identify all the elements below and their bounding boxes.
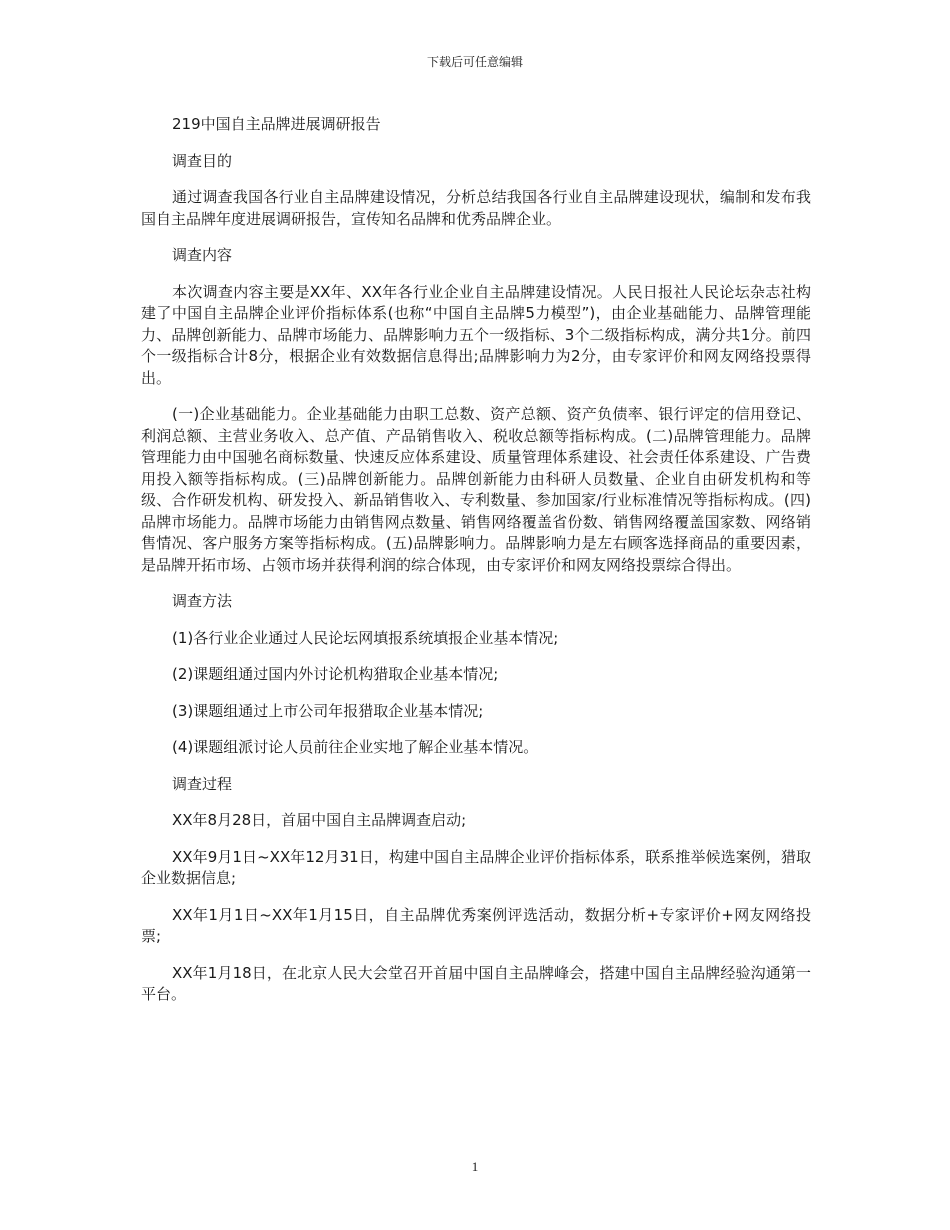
page-header: 下载后可任意编辑 (426, 55, 523, 69)
list-item: (1)各行业企业通过人民论坛网填报系统填报企业基本情况; (172, 628, 559, 647)
list-item: (2)课题组通过国内外讨论机构猎取企业基本情况; (172, 665, 499, 683)
section-heading-process: 调查过程 (172, 774, 233, 793)
section-heading-purpose: 调查目的 (172, 151, 233, 170)
document-title: 219中国自主品牌进展调研报告 (172, 115, 381, 133)
page-number: 1 (471, 1159, 479, 1174)
document-body (141, 114, 811, 1021)
timeline-item: XX年1月1日~XX年1月15日，自主品牌优秀案例评选活动，数据分析+专家评价+网友网络投票; (141, 905, 811, 945)
timeline-item: XX年8月28日，首届中国自主品牌调查启动; (172, 811, 467, 829)
list-item: (4)课题组派讨论人员前往企业实地了解企业基本情况。 (172, 738, 539, 756)
section-heading-method: 调查方法 (172, 592, 233, 610)
list-item: (3)课题组通过上市公司年报猎取企业基本情况; (172, 701, 484, 720)
paragraph: (一)企业基础能力。企业基础能力由职工总数、资产总额、资产负债率、银行评定的信用登记、利润总额、主营业务收入、总产值、产品销售收入、税收总额等指标构成。(二)品牌管理能力。品牌管理能力由中国驰名商标数量、快速反应体系建设、质量管理体系建设、社会责任体系建设、广告费用投入额等指标构成。(三)品牌创新能力。品牌创新能力由科研人员数量、企业自由研发机构和等级、合作研发机构、研发投入、新品销售收入、专利数量、参加国家/行业标准情况等指标构成。(四)品牌市场能力。品牌市场能力由销售网点数量、销售网络覆盖省份数、销售网络覆盖国家数、网络销售情况、客户服务方案等指标构成。(五)品牌影响力。品牌影响力是左右顾客选择商品的重要因素，是品牌开拓市场、占领市场并获得利润的综合体现，由专家评价和网友网络投票综合得出。 (141, 405, 811, 574)
timeline-item: XX年9月1日~XX年12月31日，构建中国自主品牌企业评价指标体系，联系推举候选案例，猎取企业数据信息; (141, 847, 811, 887)
paragraph: 本次调查内容主要是XX年、XX年各行业企业自主品牌建设情况。人民日报社人民论坛杂志社构建了中国自主品牌企业评价指标体系(也称“中国自主品牌5力模型”)，由企业基础能力、品牌管理能力、品牌创新能力、品牌市场能力、品牌影响力五个一级指标、3个二级指标构成，满分共1分。前四个一级指标合计8分，根据企业有效数据信息得出;品牌影响力为2分，由专家评价和网友网络投票得出。 (141, 282, 811, 387)
section-heading-content: 调查内容 (172, 246, 233, 264)
paragraph: 通过调查我国各行业自主品牌建设情况，分析总结我国各行业自主品牌建设现状，编制和发布我国自主品牌年度进展调研报告，宣传知名品牌和优秀品牌企业。 (141, 188, 811, 228)
timeline-item: XX年1月18日，在北京人民大会堂召开首届中国自主品牌峰会，搭建中国自主品牌经验沟通第一平台。 (141, 963, 811, 1003)
